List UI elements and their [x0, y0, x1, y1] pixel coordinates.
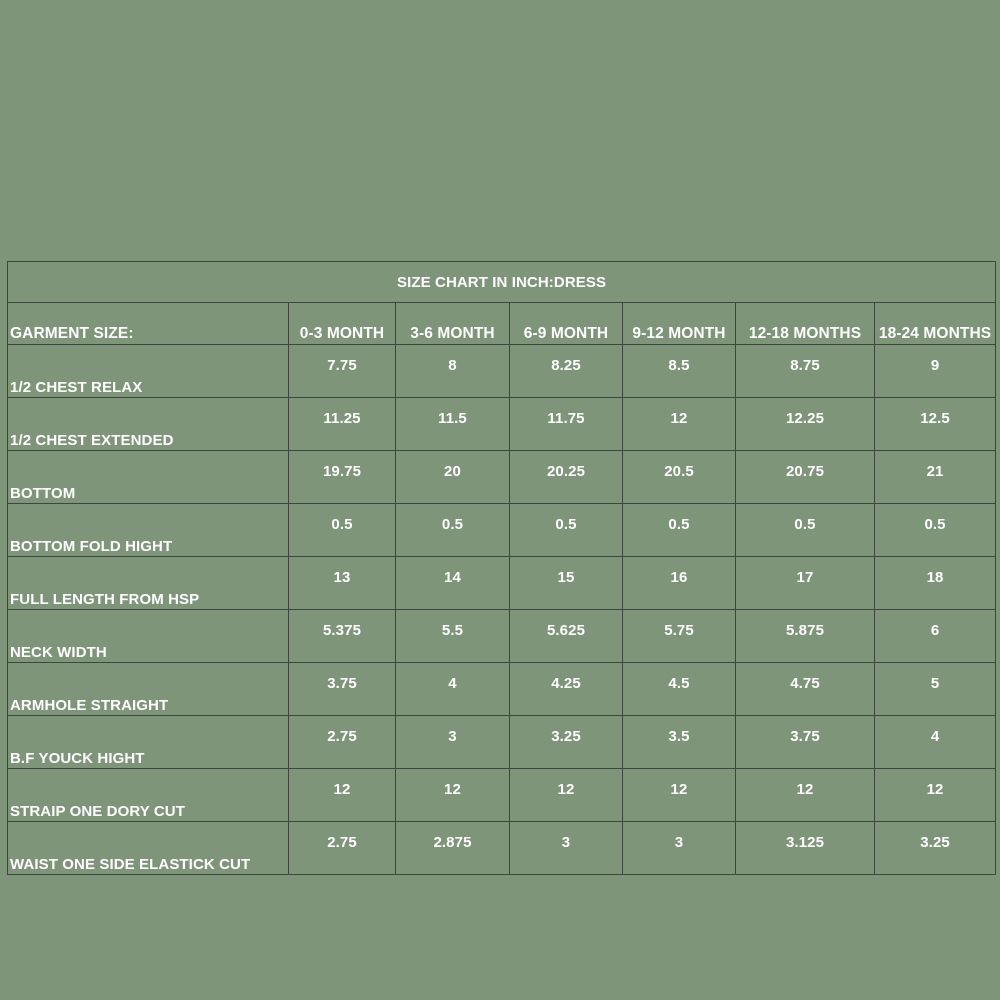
measurement-value: 4.25	[510, 663, 623, 716]
measurement-value: 2.75	[289, 716, 396, 769]
measurement-value: 7.75	[289, 345, 396, 398]
measurement-value: 20.75	[736, 451, 875, 504]
size-header: 3-6 MONTH	[396, 303, 510, 345]
measurement-label: ARMHOLE STRAIGHT	[8, 663, 289, 716]
measurement-value: 12.5	[875, 398, 996, 451]
measurement-value: 3.5	[623, 716, 736, 769]
measurement-value: 5	[875, 663, 996, 716]
measurement-label: STRAIP ONE DORY CUT	[8, 769, 289, 822]
measurement-value: 2.875	[396, 822, 510, 875]
size-header: 0-3 MONTH	[289, 303, 396, 345]
measurement-value: 3.125	[736, 822, 875, 875]
measurement-value: 17	[736, 557, 875, 610]
measurement-value: 11.25	[289, 398, 396, 451]
measurement-value: 11.5	[396, 398, 510, 451]
measurement-value: 14	[396, 557, 510, 610]
measurement-value: 4.5	[623, 663, 736, 716]
measurement-value: 12	[875, 769, 996, 822]
measurement-value: 12	[623, 769, 736, 822]
measurement-value: 12	[623, 398, 736, 451]
measurement-value: 3	[396, 716, 510, 769]
measurement-value: 8.25	[510, 345, 623, 398]
measurement-value: 3.25	[875, 822, 996, 875]
measurement-value: 0.5	[396, 504, 510, 557]
table-row	[8, 663, 996, 716]
measurement-label: B.F YOUCK HIGHT	[8, 716, 289, 769]
measurement-value: 0.5	[623, 504, 736, 557]
measurement-value: 0.5	[510, 504, 623, 557]
table-row	[8, 557, 996, 610]
measurement-value: 12	[289, 769, 396, 822]
measurement-value: 13	[289, 557, 396, 610]
measurement-value: 8	[396, 345, 510, 398]
table-row	[8, 504, 996, 557]
measurement-value: 5.75	[623, 610, 736, 663]
size-header: 9-12 MONTH	[623, 303, 736, 345]
table-row	[8, 822, 996, 875]
measurement-value: 3	[510, 822, 623, 875]
table-row	[8, 451, 996, 504]
measurement-value: 8.5	[623, 345, 736, 398]
size-header: 12-18 MONTHS	[736, 303, 875, 345]
measurement-value: 11.75	[510, 398, 623, 451]
measurement-value: 20.25	[510, 451, 623, 504]
measurement-label: 1/2 CHEST RELAX	[8, 345, 289, 398]
measurement-value: 5.875	[736, 610, 875, 663]
size-header: 6-9 MONTH	[510, 303, 623, 345]
table-row	[8, 345, 996, 398]
table-row	[8, 610, 996, 663]
measurement-label: BOTTOM	[8, 451, 289, 504]
measurement-value: 16	[623, 557, 736, 610]
measurement-value: 6	[875, 610, 996, 663]
measurement-value: 4	[875, 716, 996, 769]
measurement-value: 2.75	[289, 822, 396, 875]
measurement-value: 0.5	[289, 504, 396, 557]
measurement-value: 21	[875, 451, 996, 504]
measurement-value: 12	[510, 769, 623, 822]
measurement-value: 12	[396, 769, 510, 822]
measurement-value: 4	[396, 663, 510, 716]
measurement-label: WAIST ONE SIDE ELASTICK CUT	[8, 822, 289, 875]
measurement-label: BOTTOM FOLD HIGHT	[8, 504, 289, 557]
measurement-value: 3.25	[510, 716, 623, 769]
measurement-value: 19.75	[289, 451, 396, 504]
measurement-label: 1/2 CHEST EXTENDED	[8, 398, 289, 451]
measurement-value: 5.375	[289, 610, 396, 663]
measurement-value: 3.75	[736, 716, 875, 769]
measurement-value: 5.625	[510, 610, 623, 663]
measurement-label: NECK WIDTH	[8, 610, 289, 663]
measurement-value: 5.5	[396, 610, 510, 663]
measurement-value: 20.5	[623, 451, 736, 504]
measurement-value: 20	[396, 451, 510, 504]
table-row	[8, 716, 996, 769]
size-chart-table	[7, 261, 996, 875]
size-header: 18-24 MONTHS	[875, 303, 996, 345]
chart-title: SIZE CHART IN INCH:DRESS	[8, 262, 996, 303]
measurement-value: 12	[736, 769, 875, 822]
measurement-value: 0.5	[736, 504, 875, 557]
garment-size-header: GARMENT SIZE:	[8, 303, 289, 345]
header-row	[8, 303, 996, 345]
table-row	[8, 398, 996, 451]
measurement-value: 4.75	[736, 663, 875, 716]
measurement-value: 0.5	[875, 504, 996, 557]
measurement-value: 12.25	[736, 398, 875, 451]
measurement-value: 9	[875, 345, 996, 398]
table-row	[8, 769, 996, 822]
measurement-label: FULL LENGTH FROM HSP	[8, 557, 289, 610]
measurement-value: 15	[510, 557, 623, 610]
measurement-value: 8.75	[736, 345, 875, 398]
measurement-value: 3	[623, 822, 736, 875]
measurement-value: 18	[875, 557, 996, 610]
title-row	[8, 262, 996, 303]
measurement-value: 3.75	[289, 663, 396, 716]
